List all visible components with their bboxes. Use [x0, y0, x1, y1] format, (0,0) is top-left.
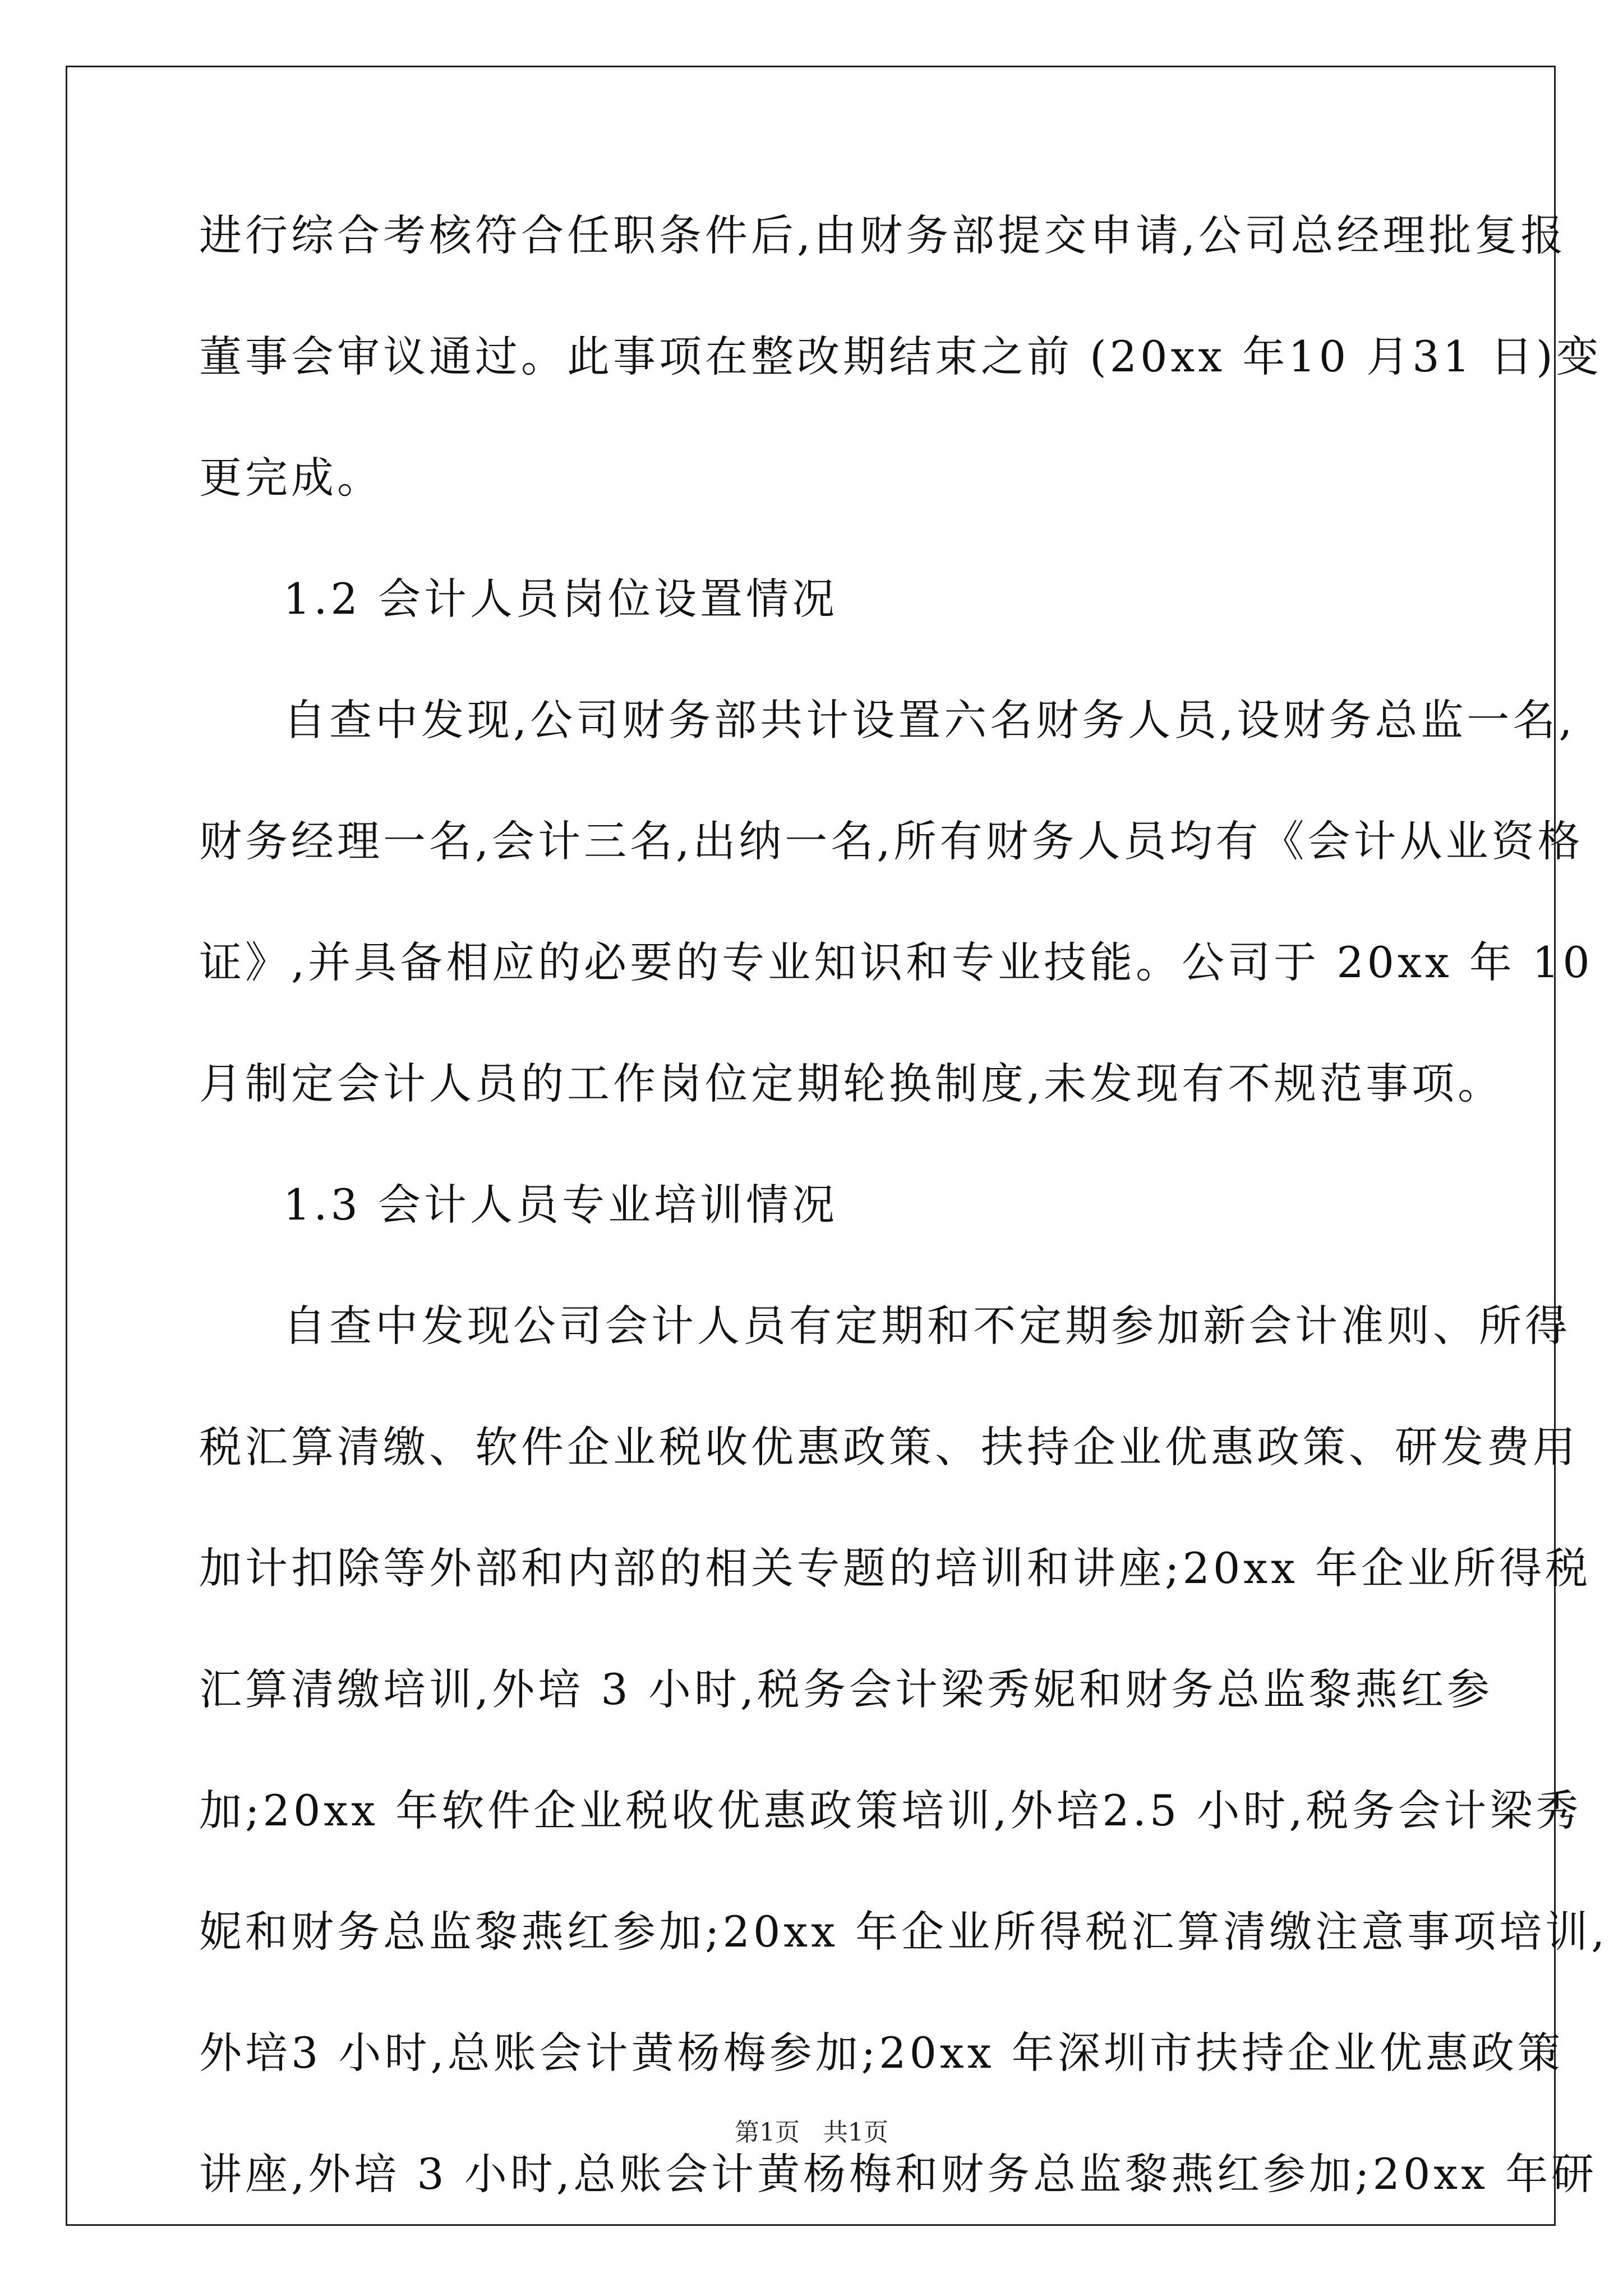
paragraph-line: 更完成。: [199, 453, 383, 503]
paragraph-line: 自查中发现,公司财务部共计设置六名财务人员,设财务总监一名,: [283, 695, 1576, 745]
paragraph-line: 进行综合考核符合任职条件后,由财务部提交申请,公司总经理批复报: [199, 210, 1567, 260]
paragraph-line: 证》,并具备相应的必要的专业知识和专业技能。公司于 20xx 年 10: [199, 937, 1593, 987]
paragraph-line: 加计扣除等外部和内部的相关专题的培训和讲座;20xx 年企业所得税: [199, 1543, 1592, 1593]
section-heading-1-3: 1.3 会计人员专业培训情况: [283, 1180, 838, 1230]
paragraph-line: 加;20xx 年软件企业税收优惠政策培训,外培2.5 小时,税务会计梁秀: [199, 1786, 1582, 1835]
paragraph-line: 财务经理一名,会计三名,出纳一名,所有财务人员均有《会计从业资格: [199, 816, 1584, 866]
page-border: [66, 66, 1556, 2226]
paragraph-line: 讲座,外培 3 小时,总账会计黄杨梅和财务总监黎燕红参加;20xx 年研: [199, 2149, 1598, 2199]
paragraph-line: 妮和财务总监黎燕红参加;20xx 年企业所得税汇算清缴注意事项培训,: [199, 1907, 1608, 1957]
paragraph-line: 自查中发现公司会计人员有定期和不定期参加新会计准则、所得: [283, 1301, 1571, 1351]
paragraph-line: 月制定会计人员的工作岗位定期轮换制度,未发现有不规范事项。: [199, 1059, 1504, 1108]
paragraph-line: 董事会审议通过。此事项在整改期结束之前 (20xx 年10 月31 日)变: [199, 332, 1602, 381]
page-footer: 第1页 共1页: [735, 2118, 888, 2147]
paragraph-line: 税汇算清缴、软件企业税收优惠政策、扶持企业优惠政策、研发费用: [199, 1422, 1579, 1472]
paragraph-line: 外培3 小时,总账会计黄杨梅参加;20xx 年深圳市扶持企业优惠政策: [199, 2028, 1564, 2078]
paragraph-line: 汇算清缴培训,外培 3 小时,税务会计梁秀妮和财务总监黎燕红参: [199, 1664, 1493, 1714]
section-heading-1-2: 1.2 会计人员岗位设置情况: [283, 574, 838, 624]
